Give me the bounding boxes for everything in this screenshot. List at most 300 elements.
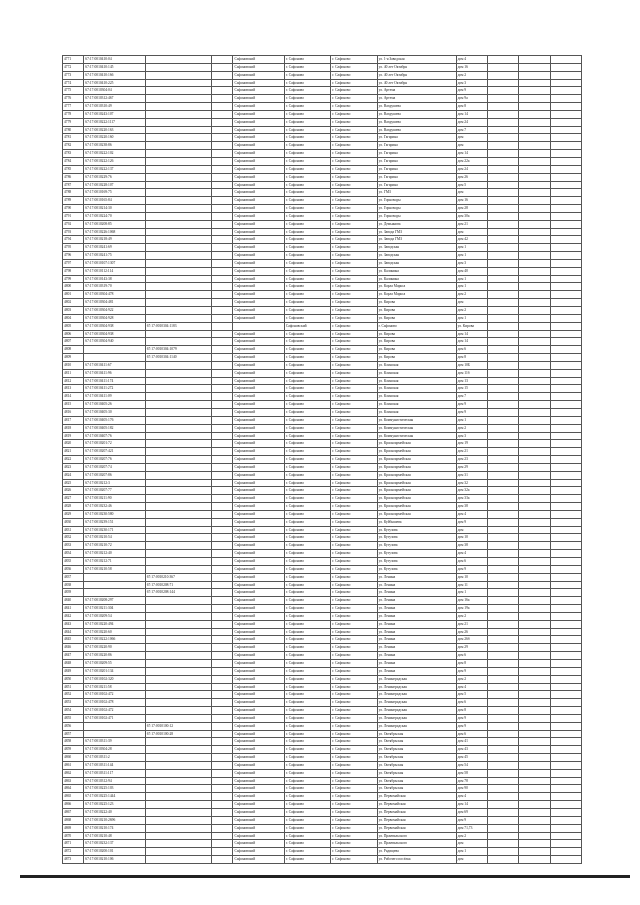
locality-cell: г. Сафоново xyxy=(331,487,377,495)
empty-cell xyxy=(550,157,581,165)
empty-cell xyxy=(487,573,518,581)
cadastral-number-alt-cell xyxy=(145,824,211,832)
house-cell: дом 4 xyxy=(456,550,487,558)
house-cell: дом 8 xyxy=(456,103,487,111)
empty-cell xyxy=(212,738,233,746)
cadastral-number-alt-cell xyxy=(145,479,211,487)
district-cell: Сафоновский xyxy=(233,377,284,385)
street-cell: ул. Клинская xyxy=(377,369,456,377)
cadastral-number-alt-cell xyxy=(145,330,211,338)
cadastral-number-alt-cell xyxy=(145,307,211,315)
table-row xyxy=(63,220,582,228)
table-row xyxy=(63,385,582,393)
locality-cell: г. Сафоново xyxy=(331,597,377,605)
empty-cell xyxy=(212,361,233,369)
empty-cell xyxy=(487,56,518,64)
locality-cell: г. Сафоново xyxy=(331,244,377,252)
settlement-cell: г. Сафоново xyxy=(284,518,330,526)
empty-cell xyxy=(487,558,518,566)
district-cell: Сафоновский xyxy=(233,777,284,785)
empty-cell xyxy=(487,346,518,354)
empty-cell xyxy=(212,126,233,134)
cadastral-number-alt-cell xyxy=(145,691,211,699)
district-cell: Сафоновский xyxy=(233,754,284,762)
settlement-cell: г. Сафоново xyxy=(284,448,330,456)
empty-cell xyxy=(550,510,581,518)
locality-cell: г. Сафоново xyxy=(331,840,377,848)
street-cell: ул. Клинская xyxy=(377,408,456,416)
empty-cell xyxy=(550,275,581,283)
district-cell: Сафоновский xyxy=(233,299,284,307)
settlement-cell: г. Сафоново xyxy=(284,220,330,228)
locality-cell: г. Сафоново xyxy=(331,573,377,581)
house-cell: дом 5 xyxy=(456,691,487,699)
empty-cell xyxy=(487,71,518,79)
house-cell: дом 4 xyxy=(456,56,487,64)
district-cell: Сафоновский xyxy=(233,408,284,416)
empty-cell xyxy=(550,691,581,699)
empty-cell xyxy=(212,463,233,471)
row-number-cell: 4774 xyxy=(63,79,84,87)
empty-cell xyxy=(487,456,518,464)
locality-cell: г. Сафоново xyxy=(331,714,377,722)
empty-cell xyxy=(519,691,550,699)
empty-cell xyxy=(550,205,581,213)
settlement-cell: г. Сафоново xyxy=(284,809,330,817)
street-cell: ул. Ленина xyxy=(377,612,456,620)
district-cell: Сафоновский xyxy=(233,95,284,103)
house-cell: дом xyxy=(456,189,487,197)
settlement-cell: г. Сафоново xyxy=(284,142,330,150)
settlement-cell: г. Сафоново xyxy=(284,377,330,385)
empty-cell xyxy=(550,228,581,236)
table-row xyxy=(63,832,582,840)
house-cell: дом 7 xyxy=(456,126,487,134)
row-number-cell: 4827 xyxy=(63,495,84,503)
cadastral-number-cell: 67:17:0010220:494 xyxy=(84,620,145,628)
empty-cell xyxy=(212,824,233,832)
street-cell: ул. Вахрушева xyxy=(377,118,456,126)
cadastral-number-alt-cell xyxy=(145,620,211,628)
street-cell: ул. Кутузова xyxy=(377,558,456,566)
street-cell: ул. Коммунистическая xyxy=(377,416,456,424)
settlement-cell: г. Сафоново xyxy=(284,236,330,244)
locality-cell: г. Сафоново xyxy=(331,534,377,542)
cadastral-number-cell: 67:17:0010312:94 xyxy=(84,777,145,785)
cadastral-number-alt-cell xyxy=(145,518,211,526)
empty-cell xyxy=(212,440,233,448)
district-cell: Сафоновский xyxy=(233,550,284,558)
street-cell: ул. Первомайская xyxy=(377,816,456,824)
house-cell: дом 9 xyxy=(456,714,487,722)
locality-cell: г. Сафоново xyxy=(331,769,377,777)
district-cell: Сафоновский xyxy=(233,244,284,252)
empty-cell xyxy=(550,769,581,777)
empty-cell xyxy=(487,714,518,722)
empty-cell xyxy=(212,71,233,79)
house-cell: дом 26 xyxy=(456,628,487,636)
house-cell: дом 45 xyxy=(456,754,487,762)
empty-cell xyxy=(487,801,518,809)
district-cell: Сафоновский xyxy=(233,252,284,260)
cadastral-number-cell: 67:17:0010209:54 xyxy=(84,612,145,620)
district-cell: Сафоновский xyxy=(233,518,284,526)
row-number-cell: 4865 xyxy=(63,793,84,801)
empty-cell xyxy=(550,683,581,691)
empty-cell xyxy=(212,565,233,573)
empty-cell xyxy=(550,746,581,754)
empty-cell xyxy=(519,707,550,715)
house-cell: дом 14 xyxy=(456,801,487,809)
empty-cell xyxy=(212,322,233,330)
street-cell: ул. Рабочего посёлка xyxy=(377,856,456,864)
empty-cell xyxy=(550,314,581,322)
locality-cell: г. Сафоново xyxy=(331,299,377,307)
street-cell: ул. Кутузова xyxy=(377,550,456,558)
empty-cell xyxy=(487,565,518,573)
empty-cell xyxy=(212,197,233,205)
settlement-cell: г. Сафоново xyxy=(284,440,330,448)
row-number-cell: 4789 xyxy=(63,197,84,205)
district-cell: Сафоновский xyxy=(233,283,284,291)
district-cell: Сафоновский xyxy=(233,785,284,793)
empty-cell xyxy=(212,659,233,667)
settlement-cell: г. Сафоново xyxy=(284,550,330,558)
settlement-cell: г. Сафоново xyxy=(284,56,330,64)
empty-cell xyxy=(519,832,550,840)
street-cell: ул. Кирова xyxy=(377,314,456,322)
settlement-cell: г. Сафоново xyxy=(284,361,330,369)
table-row xyxy=(63,330,582,338)
street-cell: ул. Заводская xyxy=(377,259,456,267)
street-cell: ул. Первомайская xyxy=(377,801,456,809)
row-number-cell: 4823 xyxy=(63,463,84,471)
empty-cell xyxy=(212,314,233,322)
settlement-cell: г. Сафоново xyxy=(284,628,330,636)
locality-cell: г. Сафоново xyxy=(331,730,377,738)
empty-cell xyxy=(519,150,550,158)
empty-cell xyxy=(550,142,581,150)
cadastral-number-cell: 67:17:0010211:58 xyxy=(84,683,145,691)
empty-cell xyxy=(212,769,233,777)
empty-cell xyxy=(519,503,550,511)
district-cell: Сафоновский xyxy=(233,110,284,118)
street-cell: ул. Клинская xyxy=(377,377,456,385)
cadastral-number-cell: 67:17:0010229:76 xyxy=(84,173,145,181)
settlement-cell: г. Сафоново xyxy=(284,354,330,362)
row-number-cell: 4818 xyxy=(63,424,84,432)
house-cell: дом 4 xyxy=(456,793,487,801)
empty-cell xyxy=(212,754,233,762)
empty-cell xyxy=(550,244,581,252)
cadastral-number-cell: 67:17:0010319:70 xyxy=(84,283,145,291)
empty-cell xyxy=(550,424,581,432)
cadastral-number-cell: 67:17:0010208:85 xyxy=(84,220,145,228)
cadastral-number-alt-cell xyxy=(145,314,211,322)
table-row xyxy=(63,401,582,409)
table-row xyxy=(63,722,582,730)
cadastral-number-cell: 67:17:0010220:163 xyxy=(84,126,145,134)
street-cell: ул. Гагарина xyxy=(377,150,456,158)
row-number-cell: 4771 xyxy=(63,56,84,64)
empty-cell xyxy=(550,338,581,346)
district-cell: Сафоновский xyxy=(233,832,284,840)
house-cell: дом 1 xyxy=(456,416,487,424)
empty-cell xyxy=(487,432,518,440)
locality-cell: г. Сафоново xyxy=(331,589,377,597)
empty-cell xyxy=(487,589,518,597)
cadastral-number-alt-cell xyxy=(145,181,211,189)
district-cell: Сафоновский xyxy=(233,659,284,667)
empty-cell xyxy=(550,659,581,667)
house-cell: дом 71,73 xyxy=(456,824,487,832)
cadastral-number-alt-cell xyxy=(145,79,211,87)
empty-cell xyxy=(519,283,550,291)
table-row xyxy=(63,361,582,369)
empty-cell xyxy=(487,730,518,738)
empty-cell xyxy=(519,809,550,817)
locality-cell: г. Сафоново xyxy=(331,722,377,730)
house-cell: дом 2 xyxy=(456,424,487,432)
row-number-cell: 4845 xyxy=(63,636,84,644)
district-cell: Сафоновский xyxy=(233,691,284,699)
locality-cell: г. Сафоново xyxy=(331,565,377,573)
empty-cell xyxy=(550,432,581,440)
empty-cell xyxy=(212,667,233,675)
house-cell: дом 21 xyxy=(456,620,487,628)
table-row xyxy=(63,699,582,707)
locality-cell: г. Сафоново xyxy=(331,189,377,197)
empty-cell xyxy=(519,307,550,315)
empty-cell xyxy=(212,369,233,377)
cadastral-number-alt-cell xyxy=(145,565,211,573)
settlement-cell: г. Сафоново xyxy=(284,667,330,675)
empty-cell xyxy=(487,189,518,197)
district-cell: Сафоновский xyxy=(233,212,284,220)
row-number-cell: 4812 xyxy=(63,377,84,385)
district-cell: Сафоновский xyxy=(233,809,284,817)
empty-cell xyxy=(487,228,518,236)
row-number-cell: 4820 xyxy=(63,440,84,448)
locality-cell: г. Сафоново xyxy=(331,777,377,785)
empty-cell xyxy=(519,275,550,283)
street-cell: ул. Ленина xyxy=(377,605,456,613)
empty-cell xyxy=(550,212,581,220)
row-number-cell: 4785 xyxy=(63,165,84,173)
empty-cell xyxy=(519,856,550,864)
table-row xyxy=(63,424,582,432)
district-cell: Сафоновский xyxy=(233,769,284,777)
empty-cell xyxy=(550,699,581,707)
empty-cell xyxy=(212,518,233,526)
cadastral-number-alt-cell xyxy=(145,848,211,856)
empty-cell xyxy=(487,746,518,754)
settlement-cell: г. Сафоново xyxy=(284,620,330,628)
cadastral-number-alt-cell xyxy=(145,275,211,283)
cadastral-number-alt-cell xyxy=(145,197,211,205)
empty-cell xyxy=(487,338,518,346)
cadastral-number-cell: 67:17:0010232:137 xyxy=(84,840,145,848)
empty-cell xyxy=(550,87,581,95)
cadastral-number-alt-cell xyxy=(145,542,211,550)
settlement-cell: г. Сафоново xyxy=(284,63,330,71)
empty-cell xyxy=(550,612,581,620)
house-cell: дом xyxy=(456,142,487,150)
empty-cell xyxy=(487,487,518,495)
empty-cell xyxy=(487,644,518,652)
district-cell: Сафоновский xyxy=(233,165,284,173)
settlement-cell: г. Сафоново xyxy=(284,307,330,315)
empty-cell xyxy=(519,801,550,809)
street-cell: ул. Октябрьская xyxy=(377,769,456,777)
cadastral-number-alt-cell xyxy=(145,840,211,848)
district-cell: Сафоновский xyxy=(233,644,284,652)
cadastral-number-cell: 67:17:0010243:107 xyxy=(84,110,145,118)
street-cell: ул. Кирова xyxy=(377,307,456,315)
locality-cell: г. Сафоново xyxy=(331,103,377,111)
street-cell: ул. Кирова xyxy=(377,330,456,338)
empty-cell xyxy=(550,785,581,793)
cadastral-number-alt-cell xyxy=(145,416,211,424)
empty-cell xyxy=(212,628,233,636)
empty-cell xyxy=(519,71,550,79)
cadastral-number-cell: 67:17:0010201:72 xyxy=(84,440,145,448)
empty-cell xyxy=(519,291,550,299)
empty-cell xyxy=(550,722,581,730)
empty-cell xyxy=(550,377,581,385)
cadastral-number-cell: 67:17:0010304:938 xyxy=(84,322,145,330)
settlement-cell: г. Сафоново xyxy=(284,244,330,252)
empty-cell xyxy=(550,793,581,801)
table-row xyxy=(63,636,582,644)
empty-cell xyxy=(487,620,518,628)
street-cell: ул. Завода ГМЗ xyxy=(377,228,456,236)
empty-cell xyxy=(550,110,581,118)
empty-cell xyxy=(519,612,550,620)
empty-cell xyxy=(519,79,550,87)
empty-cell xyxy=(487,299,518,307)
address-registry-table xyxy=(62,55,582,864)
empty-cell xyxy=(519,361,550,369)
empty-cell xyxy=(212,456,233,464)
table-row xyxy=(63,542,582,550)
house-cell: дом 9 xyxy=(456,816,487,824)
empty-cell xyxy=(519,558,550,566)
settlement-cell: г. Сафоново xyxy=(284,856,330,864)
empty-cell xyxy=(550,267,581,275)
cadastral-number-cell: 67:17:0010405:176 xyxy=(84,416,145,424)
district-cell: Сафоновский xyxy=(233,440,284,448)
empty-cell xyxy=(550,299,581,307)
locality-cell: г. Сафоново xyxy=(331,283,377,291)
row-number-cell: 4783 xyxy=(63,150,84,158)
table-row xyxy=(63,848,582,856)
cadastral-number-cell: 67:17:0010210:174 xyxy=(84,824,145,832)
empty-cell xyxy=(212,393,233,401)
row-number-cell: 4813 xyxy=(63,385,84,393)
empty-cell xyxy=(550,565,581,573)
empty-cell xyxy=(212,87,233,95)
cadastral-number-alt-cell xyxy=(145,95,211,103)
empty-cell xyxy=(550,71,581,79)
table-row xyxy=(63,259,582,267)
cadastral-number-cell: 67:17:0010214:30 xyxy=(84,205,145,213)
empty-cell xyxy=(550,777,581,785)
house-cell: дом 1 xyxy=(456,244,487,252)
empty-cell xyxy=(487,236,518,244)
row-number-cell: 4814 xyxy=(63,393,84,401)
empty-cell xyxy=(519,699,550,707)
table-row xyxy=(63,95,582,103)
settlement-cell: г. Сафоново xyxy=(284,691,330,699)
empty-cell xyxy=(519,848,550,856)
empty-cell xyxy=(487,777,518,785)
empty-cell xyxy=(487,769,518,777)
cadastral-number-cell xyxy=(84,346,145,354)
empty-cell xyxy=(550,738,581,746)
empty-cell xyxy=(519,683,550,691)
empty-cell xyxy=(550,259,581,267)
settlement-cell: г. Сафоново xyxy=(284,573,330,581)
empty-cell xyxy=(212,589,233,597)
street-cell: ул. 40 лет Октября xyxy=(377,63,456,71)
district-cell: Сафоновский xyxy=(233,801,284,809)
house-cell: дом 16 xyxy=(456,63,487,71)
empty-cell xyxy=(212,785,233,793)
house-cell: дом 23 xyxy=(456,456,487,464)
row-number-cell: 4794 xyxy=(63,236,84,244)
cadastral-number-cell: 67:17:0010210:54 xyxy=(84,534,145,542)
empty-cell xyxy=(487,503,518,511)
empty-cell xyxy=(550,95,581,103)
empty-cell xyxy=(212,228,233,236)
empty-cell xyxy=(550,165,581,173)
cadastral-number-alt-cell xyxy=(145,761,211,769)
empty-cell xyxy=(487,809,518,817)
district-cell: Сафоновский xyxy=(233,369,284,377)
empty-cell xyxy=(212,79,233,87)
empty-cell xyxy=(519,346,550,354)
house-cell: дом 14 xyxy=(456,338,487,346)
cadastral-number-alt-cell xyxy=(145,714,211,722)
row-number-cell: 4842 xyxy=(63,612,84,620)
empty-cell xyxy=(550,354,581,362)
street-cell: ул. Ленина xyxy=(377,581,456,589)
district-cell: Сафоновский xyxy=(233,87,284,95)
row-number-cell: 4803 xyxy=(63,307,84,315)
locality-cell: г. Сафоново xyxy=(331,659,377,667)
empty-cell xyxy=(212,722,233,730)
empty-cell xyxy=(550,652,581,660)
empty-cell xyxy=(487,675,518,683)
empty-cell xyxy=(487,605,518,613)
row-number-cell: 4801 xyxy=(63,291,84,299)
district-cell: Сафоновский xyxy=(233,667,284,675)
settlement-cell: г. Сафоново xyxy=(284,401,330,409)
row-number-cell: 4826 xyxy=(63,487,84,495)
empty-cell xyxy=(212,354,233,362)
street-cell: ул. Клинская xyxy=(377,361,456,369)
empty-cell xyxy=(212,283,233,291)
row-number-cell: 4862 xyxy=(63,769,84,777)
cadastral-number-alt-cell xyxy=(145,801,211,809)
settlement-cell: г. Сафоново xyxy=(284,471,330,479)
empty-cell xyxy=(550,558,581,566)
cadastral-number-alt-cell xyxy=(145,205,211,213)
row-number-cell: 4781 xyxy=(63,134,84,142)
empty-cell xyxy=(487,275,518,283)
empty-cell xyxy=(519,416,550,424)
